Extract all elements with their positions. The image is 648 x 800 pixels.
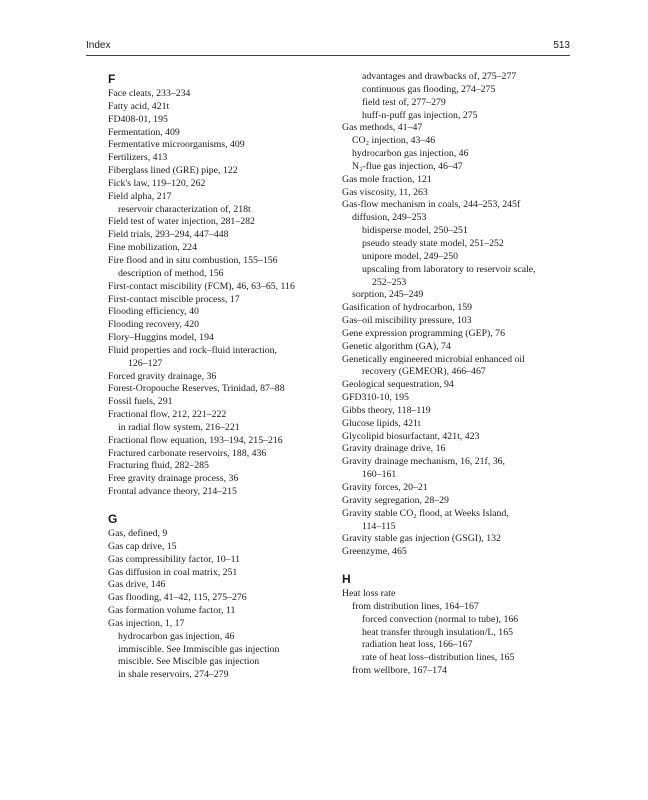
- header-section-title: Index: [86, 40, 111, 51]
- index-letter-heading: H: [342, 572, 351, 587]
- index-entry: Fossil fuels, 291: [108, 396, 173, 408]
- index-entry: Flooding efficiency, 40: [108, 306, 199, 318]
- index-subentry: recovery (GEMEOR), 466–467: [362, 366, 486, 378]
- index-entry: Genetic algorithm (GA), 74: [342, 340, 451, 352]
- index-entry: Heat loss rate: [342, 588, 396, 600]
- index-entry: Gasification of hydrocarbon, 159: [342, 302, 473, 314]
- index-entry: Gravity drainage drive, 16: [342, 443, 446, 455]
- index-subentry: miscible. See Miscible gas injection: [118, 656, 260, 668]
- index-entry: Gas injection, 1, 17: [108, 617, 185, 629]
- index-entry: Fermentation, 409: [108, 126, 180, 138]
- index-entry: Fermentative microorganisms, 409: [108, 139, 245, 151]
- index-subentry: field test of, 277–279: [362, 96, 446, 108]
- index-entry: FD408-01, 195: [108, 113, 168, 125]
- index-column-left: [108, 71, 346, 682]
- index-entry: Gas mole fraction, 121: [342, 173, 432, 185]
- index-subentry: hydrocarbon gas injection, 46: [118, 630, 235, 642]
- index-subentry: forced convection (normal to tube), 166: [362, 613, 519, 625]
- index-subentry: 160–161: [362, 469, 397, 481]
- index-subentry: from wellbore, 167–174: [352, 665, 447, 677]
- index-entry: Gravity segregation, 28–29: [342, 494, 449, 506]
- header-page-number: 513: [553, 40, 570, 51]
- index-entry: Fick's law, 119–120, 262: [108, 177, 206, 189]
- section-spacer: [342, 559, 580, 571]
- index-subentry: in shale reservoirs, 274–279: [118, 669, 229, 681]
- index-entry: Flory–Huggins model, 194: [108, 332, 214, 344]
- index-entry: Fractured carbonate reservoirs, 188, 436: [108, 447, 267, 459]
- index-entry: Frontal advance theory, 214–215: [108, 486, 237, 498]
- index-subentry: from distribution lines, 164–167: [352, 600, 479, 612]
- index-letter-heading: G: [108, 512, 118, 526]
- index-subentry: unipore model, 249–250: [362, 250, 459, 262]
- index-entry: Fluid properties and rock–fluid interaction,: [108, 344, 277, 356]
- index-entry: Gravity drainage mechanism, 16, 21f, 36,: [342, 456, 505, 468]
- index-subentry: heat transfer through insulation/L, 165: [362, 626, 514, 638]
- index-entry: Fine mobilization, 224: [108, 242, 197, 254]
- header-rule: [86, 55, 570, 56]
- index-entry: Fertilizers, 413: [108, 152, 168, 164]
- index-entry: Gas viscosity, 11, 263: [342, 186, 428, 198]
- index-entry: Field alpha, 217: [108, 190, 172, 202]
- index-subentry: in radial flow system, 216–221: [118, 421, 240, 433]
- index-entry: Gravity forces, 20–21: [342, 482, 428, 493]
- index-entry: Gas methods, 41–47: [342, 122, 423, 134]
- index-entry: Gas compressibility factor, 10–11: [108, 553, 241, 565]
- index-entry: Free gravity drainage process, 36: [108, 473, 239, 485]
- index-entry: Fractional flow equation, 193–194, 215–216: [108, 434, 283, 446]
- index-entry: Fracturing fluid, 282–285: [108, 460, 209, 472]
- index-entry: Gas flooding, 41–42, 115, 275–276: [108, 592, 247, 604]
- index-subentry: 252–253: [372, 276, 407, 288]
- index-subentry: 114–115: [362, 520, 396, 532]
- index-subentry: reservoir characterization of, 218t: [118, 203, 251, 215]
- index-subentry: CO₂ injection, 43–46: [352, 135, 436, 147]
- index-entry: Forced gravity drainage, 36: [108, 370, 217, 382]
- index-entry: Gas, defined, 9: [108, 528, 168, 539]
- index-subentry: radiation heat loss, 166–167: [362, 639, 473, 651]
- index-entry: GFD310-10, 195: [342, 392, 409, 404]
- index-entry: Gas formation volume factor, 11: [108, 605, 236, 617]
- index-entry: Greenzyme, 465: [342, 546, 407, 558]
- index-subentry: diffusion, 249–253: [352, 212, 427, 224]
- index-entry: Fire flood and in situ combustion, 155–156: [108, 254, 278, 266]
- index-subentry: sorption, 245–249: [352, 289, 424, 301]
- index-entry: Geological sequestration, 94: [342, 379, 454, 391]
- index-subentry: continuous gas flooding, 274–275: [362, 83, 496, 95]
- index-subentry: hydrocarbon gas injection, 46: [352, 148, 469, 160]
- index-entry: Field trials, 293–294, 447–448: [108, 229, 229, 241]
- index-entry: Gravity stable gas injection (GSGI), 132: [342, 533, 501, 545]
- index-subentry: immiscible. See Immiscible gas injection: [118, 643, 280, 655]
- index-column-right: [342, 71, 580, 678]
- index-entry: Glucose lipids, 421t: [342, 417, 421, 429]
- index-subentry: advantages and drawbacks of, 275–277: [362, 71, 517, 82]
- index-subentry: upscaling from laboratory to reservoir scale,: [362, 263, 536, 275]
- index-entry: Flooding recovery, 420: [108, 319, 200, 331]
- index-entry: Glycolipid biosurfactant, 421t, 423: [342, 430, 480, 442]
- index-entry: Fractional flow, 212, 221–222: [108, 409, 227, 421]
- index-subentry: rate of heat loss–distribution lines, 165: [362, 652, 515, 664]
- index-entry: Face cleats, 233–234: [108, 88, 191, 99]
- index-subentry: bidisperse model, 250–251: [362, 225, 468, 237]
- index-entry: Forest-Oropouche Reserves, Trinidad, 87–88: [108, 383, 285, 395]
- index-entry: Gibbs theory, 118–119: [342, 404, 431, 416]
- index-entry: Gas diffusion in coal matrix, 251: [108, 566, 238, 578]
- index-subentry: 126–127: [128, 357, 163, 369]
- index-entry: Gas cap drive, 15: [108, 540, 177, 552]
- index-subentry: huff-n-puff gas injection, 275: [362, 109, 478, 121]
- index-entry: Gas–oil miscibility pressure, 103: [342, 315, 472, 327]
- index-entry: First-contact miscible process, 17: [108, 293, 240, 305]
- index-subentry: pseudo steady state model, 251–252: [362, 237, 504, 249]
- index-entry: Genetically engineered microbial enhanced oil: [342, 353, 525, 365]
- index-entry: Fatty acid, 421t: [108, 100, 170, 112]
- index-subentry: description of method, 156: [118, 267, 224, 279]
- section-spacer: [108, 499, 346, 511]
- index-entry: Fiberglass lined (GRE) pipe, 122: [108, 165, 238, 177]
- index-entry: Gas drive, 146: [108, 579, 166, 591]
- index-entry: Field test of water injection, 281–282: [108, 216, 255, 228]
- index-subentry: N₂-flue gas injection, 46–47: [352, 160, 463, 172]
- index-entry: First-contact miscibility (FCM), 46, 63–65, 116: [108, 280, 295, 292]
- index-entry: Gas-flow mechanism in coals, 244–253, 245f: [342, 199, 521, 211]
- index-letter-heading: F: [108, 72, 116, 86]
- index-entry: Gravity stable CO₂ flood, at Weeks Island,: [342, 507, 509, 519]
- index-entry: Gene expression programming (GEP), 76: [342, 327, 505, 339]
